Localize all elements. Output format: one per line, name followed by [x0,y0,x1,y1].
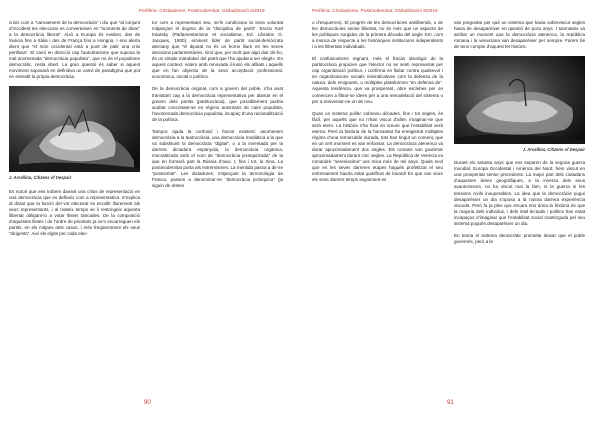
paragraph: El confusionisme regnant, més el fracàs ideològic de la partitocràcia propicien que l’elector no se senti representat per cap organització política, i confirma en lluitar contra qualsevol i en organitzacions socials reivindicatives com la defensa de la natura, dels emigrants, o múltiples plataformes “en defensa de”. Aquesta tendència, que va prosperant, obre esclebes per on comencen a filtrar-se idees per a una remodelació del sistema o per a reinventar-ne un de nou. [312,56,443,104]
paragraph: De la democràcia original, com a govern del poble, s’ha anat transitant cap a la democràcia representativa per alamar en el govern dels partits (partitocràcia), que possiblement podria acabar concretant-se en règims autoritaris de caire populista, l’anomenada democràcia populista, incapaç d’una racionalització de la política. [152,86,283,122]
artwork-image [454,56,585,144]
paragraph: tor com a representant seu, se’ls condiciona la seva voluntat mitjançant el dogma de la “disciplina de partit”. Escriu Karl Kautsky (Parlamentarisme et socialisme, Ed. Librairie G. Jacques, 1900), eminent líder de partit social-demòcrata alemany que “el diputat no és un home lliure en les seves decisions parlamentàries, sinó que, per molt que algú diur dir-ho, és un simple mandatari del partit que l’ha ajudat a ser elegit». En aquest context, votem amb renovada il·lusió els afiliats i aquells que en fan objectiu de la seva acceptació professional, econòmica, social o política. [152,20,283,80]
page-number: 90 [144,400,151,406]
figure-caption: J. Arcellina, Citizens of Despair [9,175,72,181]
photo-figure [9,86,140,172]
paragraph: En teoria el sistema democràtic prometia deixar que el poble governés, però a la [454,232,585,244]
paragraph: Tampoc ajuda la confusió i foscor existent: anomenem democràcia a la teatrocràcia, una democràcia mediàtica a la que va substituint la democràcia “digital”, o a la inventada per la darrera dictadura espanyola, la democràcia orgànica, mocratitzada amb el nom de “democràcia jerarquitzada” de la que en formarà part la Rússia d’avui. I, fins i tot, la Xina. La postmodernitat porta als extremismes. La mentida passa a dir-se “postveritat”. Les dictadures, mitjançant la terminologia de Franco, passen a denominar-se “democràcia jeràrquica” (ja siguin de dretes [152,128,283,189]
running-header: Perifèria. Cristianisme, Postmodernitat, Globalització 6/2019 [312,8,438,13]
photo-figure [454,56,585,144]
running-header: Perifèria. Cristianisme, Postmodernitat, Globalització 6/2019 [139,8,265,13]
right-column-1 [312,20,443,189]
paragraph: Durant els setanta anys que ens separen de la segona guerra mundial, Europa Occidental i Amèrica del Nord, hem viscut en una prosperitat sense precedents. La major part dels ciutadans d’aquestes àrees geogràfiques, a la inversa dels seus avantcessors, no ha viscut mai la fam, ni la guerra ni les tensions civils insuperables. La idea que la democràcia pugui desaparèixer un dia s’oposa a la nostra darrera experiència viscuda. Però fa ja ples que encara ens dóna la història és que la majoria dels individus, i dels intel·lectuals i polítics han estat incapaços d’imaginar que l’estabilitat social mantinguda pel seu sistema pogués desaparèixer un dia. [454,160,585,226]
left-column-2 [152,20,283,195]
page-number: 91 [447,400,454,406]
paragraph: Es notori que ens trobem davant una crisis de representació en una democràcia que es defineix com a representativa. S’explica al dictat que la funció del vot electoral és escollir lliurement als seus representants, i al mateix temps se li restringeix aquesta llibertat obligant-lo a votar llistes tancades. De la composició d’aquestes llistes i de l’ordre de prioritats ja se’n encarreguen els partits, en els mitjans dels casos, i més freqüentment els seus “dirigents”. Així els elgits per cada elec- [9,188,140,236]
left-column-1 [9,20,140,243]
paragraph: van preguntar per què un sistema que havia sobreviscut segles havia de desaparèixer en qüestió de pocs anys. I tanmateix va arribar un moment que la democràcia atenenca, la república romana i la veneciana van desaparèixer per sempre. Farem bé de tenir compte d’aquest fet històric. [454,20,585,50]
paragraph: Quan un sistema polític sobreviu dècades, fins i tot segles, és fàcil, per aquells que no n’han viscut d’altre, imaginar-se que serà etern. La història s’ha fixat en creure que l’estabilitat serà eterna. Però la història de la humanitat ha enregistrat múltiples règims d’una remarcable durada, tots han tingut un començ que en un cert moment es van enfonsar. La democràcia atenenca va durar aproximadament dos segles. Els romans van governar aproximadament durant cinc segles. La República de Venècia va romandre “serenissima” uns mica més de mil anys. Quals evol que en les seves darreres etapes hagués profetitzat el seu enfonsament hauria estat qualificat de boiard! És que van viure els seus darrers temps seguiment es [312,110,443,183]
paragraph: crisis com a “carnaement de la democràcia” i diu que “al conjunt d’Occident les eleccions es converteixen en “moments de dinar” a la democràcia liberal”. Això a Europa és evident, des de Suècia fins a Itàlia i des de França fins a Hongria. I ens alerta dient que “el món occidental està a punt de patir una crisi perillosa”. El camí en direcció cap l’autoritarisme que suposa la mal anomenada “democràcia populista”, que no és el populisme democràtic, resta obert. La gran qüestió és saber si aquest moviment suposarà en definitiva un canvi de paradigma que pot en entredit la pròpia democràcia. [9,20,140,80]
right-column-2 [454,20,585,251]
paragraph: o d’esquerres). El progrés de les democràcies antiliberals, o de les democràcies sense llibertat, no és més que un aspecte de les polítiques sorgides de la primera dècada del segle XXI, com a manca de respecte a les històriques institucions independents i a les llibertats individuals. [312,20,443,50]
artwork-image [9,86,140,172]
right-page [300,0,600,424]
figure-caption: J. Arcellina, Citizens of Despair [522,147,585,153]
